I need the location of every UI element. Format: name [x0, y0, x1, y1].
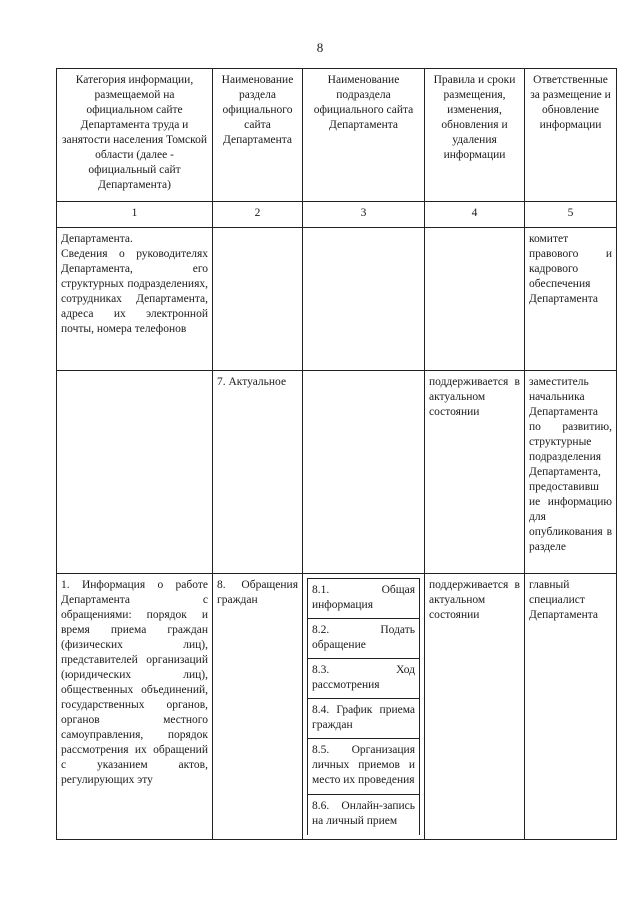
row3-rules-cell: поддерживается в актуальном состоянии — [425, 574, 525, 840]
row1-category-text: Департамента. Сведения о руководителях Департамента, его структурных подразделениях, сотрудниках Департамента, адреса их электронной почты, номера телефонов — [61, 233, 208, 335]
column-number: 5 — [525, 202, 617, 228]
subsection-item: 8.4. График приема граждан — [308, 699, 420, 739]
row1-rules-cell — [425, 228, 525, 371]
column-number: 1 — [57, 202, 213, 228]
subsection-item: 8.2. Подать обращение — [308, 619, 420, 659]
column-number-row — [57, 202, 617, 228]
column-number: 2 — [213, 202, 303, 228]
column-number: 3 — [303, 202, 425, 228]
subsection-list — [307, 578, 420, 835]
column-number: 4 — [425, 202, 525, 228]
row2-category-cell — [57, 371, 213, 574]
table-row — [57, 371, 617, 574]
information-table — [56, 68, 617, 840]
row2-section-cell: 7. Актуальное — [213, 371, 303, 574]
row2-responsible-cell: заместитель начальника Департамента по развитию, структурные подразделения Департамента, предоставивш ие информацию для опубликования в разделе — [525, 371, 617, 574]
header-responsible: Ответственные за размещение и обновление информации — [525, 69, 617, 202]
row3-responsible-cell: главный специалист Департамента — [525, 574, 617, 840]
page-number: 8 — [316, 40, 324, 55]
header-section: Наименование раздела официального сайта Департамента — [213, 69, 303, 202]
row3-subsection-cell — [303, 574, 425, 840]
subsection-item: 8.5. Организация личных приемов и место их проведения — [308, 739, 420, 795]
row1-section-cell — [213, 228, 303, 371]
row1-responsible-cell: комитет правового и кадрового обеспечения Департамента — [525, 228, 617, 371]
row3-category-cell: 1. Информация о работе Департамента с обращениями: порядок и время приема граждан (физических лиц), представителей организаций (юридических лиц), общественных объединений, государственных органов, органов местного самоуправления, порядок рассмотрения их обращений с указанием актов, регулирующих эту — [57, 574, 213, 840]
subsection-item: 8.3. Ход рассмотрения — [308, 659, 420, 699]
header-category: Категория информации, размещаемой на официальном сайте Департамента труда и занятости населения Томской области (далее - официальный сайт Департамента) — [57, 69, 213, 202]
header-subsection: Наименование подраздела официального сайта Департамента — [303, 69, 425, 202]
row3-section-cell: 8. Обращения граждан — [213, 574, 303, 840]
row1-subsection-cell — [303, 228, 425, 371]
header-rules: Правила и сроки размещения, изменения, обновления и удаления информации — [425, 69, 525, 202]
row2-subsection-cell — [303, 371, 425, 574]
table-row — [57, 228, 617, 371]
row2-rules-cell: поддерживается в актуальном состоянии — [425, 371, 525, 574]
subsection-item: 8.1. Общая информация — [308, 579, 420, 619]
table-row — [57, 574, 617, 840]
subsection-item: 8.6. Онлайн-запись на личный прием — [308, 795, 420, 835]
header-row — [57, 69, 617, 202]
row1-category-cell — [57, 228, 213, 371]
